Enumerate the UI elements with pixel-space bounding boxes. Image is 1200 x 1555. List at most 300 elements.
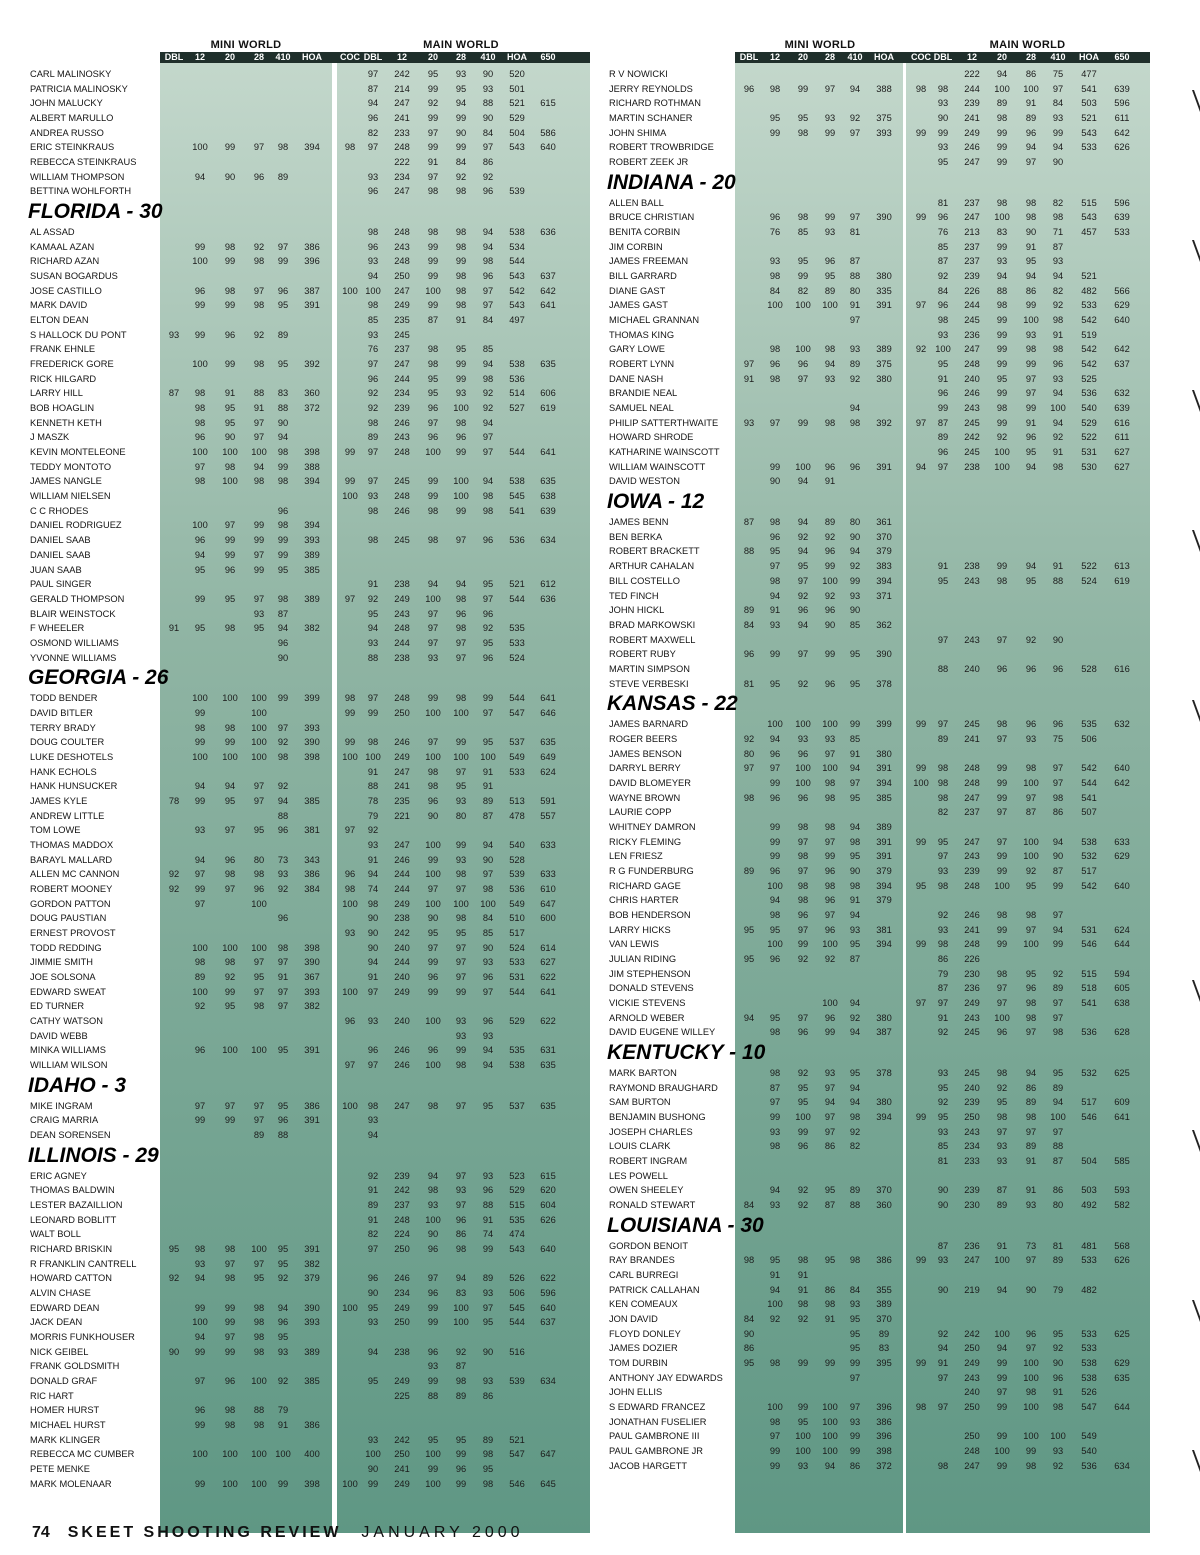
score-cell: 245 (964, 1067, 980, 1078)
score-cell: 531 (1081, 924, 1097, 935)
score-cell: 95 (455, 781, 467, 792)
shooter-name: GORDON BENOIT (609, 1240, 689, 1251)
score-cell: 96 (367, 186, 379, 197)
score-cell: 94 (797, 546, 809, 557)
column-header: 410 (1050, 52, 1066, 62)
shooter-row (28, 1029, 590, 1044)
left-rows (28, 67, 590, 1491)
score-cell: 528 (1081, 663, 1097, 674)
score-cell: 237 (964, 197, 980, 208)
score-cell: 243 (964, 1372, 980, 1383)
score-cell: 393 (304, 722, 320, 733)
shooter-name: MARTIN SIMPSON (609, 663, 690, 674)
score-cell: 86 (1052, 1185, 1064, 1196)
score-cell: 98 (224, 722, 236, 733)
score-cell: 71 (1052, 227, 1064, 238)
score-cell: 100 (275, 1449, 291, 1460)
score-cell: 100 (251, 942, 267, 953)
score-cell: 95 (849, 851, 861, 862)
score-cell: 519 (1081, 329, 1097, 340)
shooter-row (28, 140, 590, 155)
shooter-name: ALLEN MC CANNON (30, 869, 120, 880)
score-cell: 241 (394, 781, 410, 792)
shooter-name: JAMES BENN (609, 517, 669, 528)
shooter-row (607, 747, 1150, 762)
score-cell: 92 (797, 1067, 809, 1078)
score-cell: 98 (194, 722, 206, 733)
score-cell: 533 (509, 957, 525, 968)
score-cell: 98 (937, 315, 949, 326)
score-cell: 84 (482, 315, 494, 326)
score-cell: 89 (878, 1328, 890, 1339)
shooter-name: WHITNEY DAMRON (609, 821, 696, 832)
score-cell: 100 (222, 1478, 238, 1489)
score-cell: 89 (849, 359, 861, 370)
shooter-name: JOHN MALUCKY (30, 98, 103, 109)
score-cell: 637 (1114, 359, 1130, 370)
score-cell: 96 (482, 608, 494, 619)
score-cell: 93 (824, 373, 836, 384)
shooter-row (28, 794, 590, 809)
score-cell: 99 (427, 854, 439, 865)
shooter-row (28, 1242, 590, 1257)
score-cell: 94 (194, 781, 206, 792)
score-cell: 98 (482, 1449, 494, 1460)
shooter-row (607, 460, 1150, 475)
score-cell: 98 (427, 766, 439, 777)
shooter-name: BOB HOAGLIN (30, 403, 95, 414)
shooter-name: ELTON DEAN (30, 315, 89, 326)
shooter-name: GORDON PATTON (30, 898, 111, 909)
score-cell: 538 (509, 227, 525, 238)
score-cell: 91 (427, 157, 439, 168)
score-cell: 92 (1025, 865, 1037, 876)
shooter-row (28, 240, 590, 255)
score-cell: 243 (964, 403, 980, 414)
score-cell: 88 (277, 1130, 289, 1141)
score-cell: 94 (1052, 924, 1064, 935)
score-cell: 100 (222, 1045, 238, 1056)
score-cell: 82 (367, 1229, 379, 1240)
score-cell: 249 (394, 898, 410, 909)
score-cell: 93 (455, 854, 467, 865)
score-cell: 230 (964, 968, 980, 979)
score-cell: 97 (224, 1100, 236, 1111)
shooter-row (28, 1169, 590, 1184)
score-cell: 92 (1025, 634, 1037, 645)
score-cell: 99 (996, 142, 1008, 153)
score-cell: 245 (394, 535, 410, 546)
shooter-row (607, 372, 1150, 387)
shooter-row (607, 1110, 1150, 1125)
shooter-name: WALT BOLL (30, 1229, 81, 1240)
score-cell: 98 (277, 447, 289, 458)
mini-world-header: MINI WORLD (784, 39, 856, 51)
score-cell: 98 (277, 142, 289, 153)
score-cell: 98 (482, 256, 494, 267)
score-cell: 95 (253, 1273, 265, 1284)
shooter-row (28, 372, 590, 387)
score-cell: 98 (427, 535, 439, 546)
shooter-name: S EDWARD FRANCEZ (609, 1402, 706, 1413)
score-cell: 97 (996, 836, 1008, 847)
score-cell: 80 (1052, 1200, 1064, 1211)
score-cell: 243 (394, 432, 410, 443)
score-cell: 100 (251, 1376, 267, 1387)
score-cell: 393 (304, 986, 320, 997)
score-cell: 99 (427, 957, 439, 968)
score-cell: 94 (937, 1343, 949, 1354)
shooter-name: LUKE DESHOTELS (30, 751, 114, 762)
score-cell: 247 (964, 344, 980, 355)
score-cell: 98 (937, 1460, 949, 1471)
score-cell: 97 (455, 1200, 467, 1211)
score-cell: 100 (994, 447, 1010, 458)
state-heading (607, 1213, 1150, 1239)
score-cell: 99 (427, 491, 439, 502)
score-cell: 522 (1081, 561, 1097, 572)
score-cell: 99 (797, 417, 809, 428)
score-cell: 516 (509, 1346, 525, 1357)
score-cell: 89 (996, 98, 1008, 109)
score-cell: 100 (480, 751, 496, 762)
score-cell: 81 (849, 227, 861, 238)
shooter-name: TERRY BRADY (30, 722, 96, 733)
score-cell: 96 (1025, 663, 1037, 674)
shooter-name: PAUL GAMBRONE JR (609, 1446, 704, 1457)
score-cell: 93 (937, 142, 949, 153)
score-cell: 97 (1025, 924, 1037, 935)
score-cell: 96 (797, 748, 809, 759)
score-cell: 633 (540, 839, 556, 850)
score-cell: 633 (540, 869, 556, 880)
score-cell: 521 (509, 98, 525, 109)
score-cell: 98 (344, 693, 356, 704)
score-cell: 89 (482, 1273, 494, 1284)
score-cell: 96 (769, 531, 781, 542)
score-cell: 90 (1025, 227, 1037, 238)
score-cell: 382 (304, 1258, 320, 1269)
score-cell: 93 (824, 113, 836, 124)
score-cell: 100 (453, 707, 469, 718)
score-cell: 93 (797, 733, 809, 744)
score-cell: 93 (849, 590, 861, 601)
score-cell: 97 (253, 285, 265, 296)
score-cell: 371 (876, 590, 892, 601)
score-cell: 95 (769, 678, 781, 689)
shooter-name: EDWARD SWEAT (30, 986, 106, 997)
score-cell: 87 (168, 388, 180, 399)
score-cell: 524 (509, 942, 525, 953)
shooter-name: R V NOWICKI (609, 69, 668, 79)
shooter-name: DAVID BLOMEYER (609, 777, 691, 788)
score-cell: 99 (769, 1112, 781, 1122)
shooter-name: FREDERICK GORE (30, 359, 114, 370)
score-cell: 100 (453, 476, 469, 487)
score-cell: 97 (427, 737, 439, 748)
score-cell: 100 (222, 447, 238, 458)
score-cell: 95 (849, 1328, 861, 1339)
score-cell: 100 (822, 300, 838, 311)
score-cell: 87 (1052, 1156, 1064, 1167)
score-cell: 97 (194, 869, 206, 880)
score-cell: 96 (1052, 719, 1064, 730)
score-cell: 99 (915, 1358, 927, 1369)
score-cell: 250 (964, 1112, 980, 1122)
score-cell: 99 (996, 1460, 1008, 1471)
score-cell: 95 (277, 359, 289, 370)
score-cell: 94 (797, 619, 809, 630)
shooter-name: JAMES DOZIER (609, 1343, 678, 1354)
score-cell: 92 (277, 781, 289, 792)
score-cell: 98 (253, 1346, 265, 1357)
score-cell: 98 (194, 403, 206, 414)
score-cell: 98 (224, 957, 236, 968)
score-cell: 246 (964, 388, 980, 399)
score-cell: 97 (996, 634, 1008, 645)
shooter-row (28, 1183, 590, 1198)
score-cell: 97 (996, 1126, 1008, 1137)
score-cell: 98 (455, 1376, 467, 1387)
shooter-row (607, 515, 1150, 530)
score-cell: 99 (455, 142, 467, 153)
score-cell: 96 (743, 83, 755, 94)
score-cell: 98 (1025, 344, 1037, 355)
score-cell: 644 (1114, 1402, 1130, 1413)
edge-mark (1182, 530, 1200, 552)
score-cell: 386 (304, 869, 320, 880)
score-cell: 84 (743, 619, 755, 630)
score-cell: 84 (482, 127, 494, 138)
score-cell: 99 (194, 1420, 206, 1431)
score-cell: 100 (342, 1100, 358, 1111)
score-cell: 98 (253, 869, 265, 880)
score-cell: 88 (1052, 1141, 1064, 1152)
score-cell: 99 (427, 1464, 439, 1475)
score-cell: 99 (996, 127, 1008, 138)
score-cell: 99 (455, 256, 467, 267)
score-cell: 94 (194, 1273, 206, 1284)
score-cell: 98 (769, 344, 781, 355)
score-cell: 98 (1025, 212, 1037, 223)
score-cell: 99 (224, 359, 236, 370)
score-cell: 94 (482, 1045, 494, 1056)
score-cell: 92 (915, 344, 927, 355)
score-cell: 96 (769, 792, 781, 803)
score-cell: 92 (482, 171, 494, 182)
score-cell: 94 (996, 1343, 1008, 1354)
score-cell: 568 (1114, 1240, 1130, 1251)
score-cell: 92 (277, 737, 289, 748)
score-cell: 612 (540, 579, 556, 590)
shooter-row (607, 1312, 1150, 1327)
score-cell: 100 (192, 1449, 208, 1460)
shooter-row (607, 474, 1150, 489)
column-header: DBL (363, 52, 383, 62)
score-cell: 542 (1081, 763, 1097, 774)
score-cell: 99 (996, 329, 1008, 340)
score-cell: 94 (1025, 561, 1037, 572)
shooter-name: JAMES NANGLE (30, 476, 102, 487)
score-cell: 474 (509, 1229, 525, 1240)
score-cell: 89 (277, 329, 289, 340)
score-cell: 96 (743, 649, 755, 660)
shooter-row (28, 999, 590, 1014)
score-cell: 99 (849, 575, 861, 586)
score-cell: 91 (769, 1270, 781, 1281)
score-cell: 98 (482, 373, 494, 384)
shooter-row (28, 1418, 590, 1433)
score-cell: 640 (1114, 880, 1130, 891)
column-header: 410 (480, 52, 496, 62)
score-cell: 89 (937, 432, 949, 443)
score-cell: 398 (876, 1446, 892, 1457)
score-cell: 98 (824, 792, 836, 803)
score-cell: 93 (427, 1200, 439, 1211)
score-cell: 91 (1025, 1156, 1037, 1167)
score-cell: 596 (540, 1288, 556, 1299)
column-header: 12 (194, 52, 205, 62)
shooter-row (28, 284, 590, 299)
shooter-name: PATRICIA MALINOSKY (30, 83, 128, 94)
score-cell: 226 (964, 953, 980, 964)
column-headers (160, 52, 590, 63)
score-cell: 99 (797, 1402, 809, 1413)
shooter-name: CRAIG MARRIA (30, 1115, 99, 1126)
score-cell: 399 (876, 719, 892, 730)
score-cell: 249 (394, 1376, 410, 1387)
score-cell: 98 (769, 1027, 781, 1038)
score-cell: 97 (194, 898, 206, 909)
shooter-name: BENJAMIN BUSHONG (609, 1112, 706, 1122)
score-cell: 98 (277, 942, 289, 953)
shooter-row (28, 706, 590, 721)
score-cell: 93 (1025, 733, 1037, 744)
score-cell: 99 (455, 359, 467, 370)
score-cell: 517 (509, 927, 525, 938)
score-cell: 100 (342, 491, 358, 502)
score-cell: 95 (849, 1314, 861, 1325)
score-cell: 382 (304, 623, 320, 634)
score-cell: 386 (304, 1100, 320, 1111)
score-cell: 90 (1052, 157, 1064, 168)
score-cell: 100 (192, 359, 208, 370)
shooter-name: KEVIN MONTELEONE (30, 447, 126, 458)
score-cell: 87 (849, 953, 861, 964)
score-cell: 241 (964, 733, 980, 744)
score-cell: 649 (540, 751, 556, 762)
shooter-row (28, 254, 590, 269)
score-cell: 94 (367, 1346, 379, 1357)
score-cell: 609 (1114, 1097, 1130, 1108)
score-cell: 99 (996, 157, 1008, 168)
score-cell: 87 (743, 517, 755, 528)
score-cell: 86 (482, 157, 494, 168)
score-cell: 98 (797, 880, 809, 891)
score-cell: 391 (876, 763, 892, 774)
score-cell: 96 (482, 1015, 494, 1026)
score-cell: 640 (1114, 763, 1130, 774)
score-cell: 97 (797, 649, 809, 660)
score-cell: 90 (849, 865, 861, 876)
score-cell: 482 (1081, 1284, 1097, 1295)
shooter-name: LARRY HICKS (609, 924, 671, 935)
score-cell: 541 (1081, 792, 1097, 803)
score-cell: 96 (367, 241, 379, 252)
score-cell: 93 (482, 1376, 494, 1387)
score-cell: 93 (769, 256, 781, 267)
score-cell: 96 (937, 212, 949, 223)
shooter-name: ED TURNER (30, 1001, 85, 1012)
score-cell: 87 (996, 1185, 1008, 1196)
score-cell: 370 (876, 531, 892, 542)
column-header: HOA (507, 52, 527, 62)
shooter-name: R G FUNDERBURG (609, 865, 694, 876)
score-cell: 95 (277, 300, 289, 311)
score-cell: 97 (996, 1387, 1008, 1398)
shooter-row (28, 926, 590, 941)
score-cell: 91 (769, 605, 781, 616)
score-cell: 393 (304, 1317, 320, 1328)
score-cell: 389 (304, 1346, 320, 1357)
score-cell: 635 (1114, 1372, 1130, 1383)
score-cell: 94 (1052, 417, 1064, 428)
score-cell: 542 (1081, 359, 1097, 370)
score-cell: 92 (367, 825, 379, 836)
score-cell: 97 (224, 520, 236, 531)
score-cell: 242 (964, 432, 980, 443)
score-cell: 99 (455, 1449, 467, 1460)
column-header: 20 (996, 52, 1007, 62)
score-cell: 96 (937, 300, 949, 311)
main-world-header: MAIN WORLD (423, 39, 499, 51)
score-cell: 95 (367, 608, 379, 619)
score-cell: 250 (394, 1317, 410, 1328)
score-cell: 93 (455, 388, 467, 399)
shooter-row (28, 621, 590, 636)
score-cell: 84 (743, 1200, 755, 1211)
score-cell: 89 (277, 171, 289, 182)
score-cell: 94 (1052, 271, 1064, 282)
state-title: INDIANA - 20 (607, 170, 736, 194)
score-cell: 87 (769, 1082, 781, 1093)
score-cell: 99 (1025, 1446, 1037, 1457)
score-cell: 99 (427, 142, 439, 153)
score-cell: 96 (427, 432, 439, 443)
score-cell: 100 (767, 939, 783, 950)
shooter-row (28, 1227, 590, 1242)
score-cell: 95 (824, 1255, 836, 1266)
score-cell: 97 (996, 733, 1008, 744)
score-cell: 239 (964, 271, 980, 282)
score-cell: 97 (344, 825, 356, 836)
score-cell: 99 (277, 1478, 289, 1489)
score-cell: 75 (1052, 733, 1064, 744)
score-cell: 95 (849, 1067, 861, 1078)
score-cell: 248 (964, 880, 980, 891)
score-cell: 90 (937, 1200, 949, 1211)
score-cell: 97 (1052, 83, 1064, 94)
score-cell: 99 (427, 693, 439, 704)
score-cell: 94 (849, 83, 861, 94)
score-cell: 97 (277, 1001, 289, 1012)
state-title: IOWA - 12 (607, 490, 705, 514)
shooter-name: ROBERT RUBY (609, 649, 676, 660)
score-cell: 100 (222, 751, 238, 762)
shooter-name: OWEN SHEELEY (609, 1185, 684, 1196)
score-cell: 99 (849, 1446, 861, 1457)
score-cell: 96 (1025, 1328, 1037, 1339)
